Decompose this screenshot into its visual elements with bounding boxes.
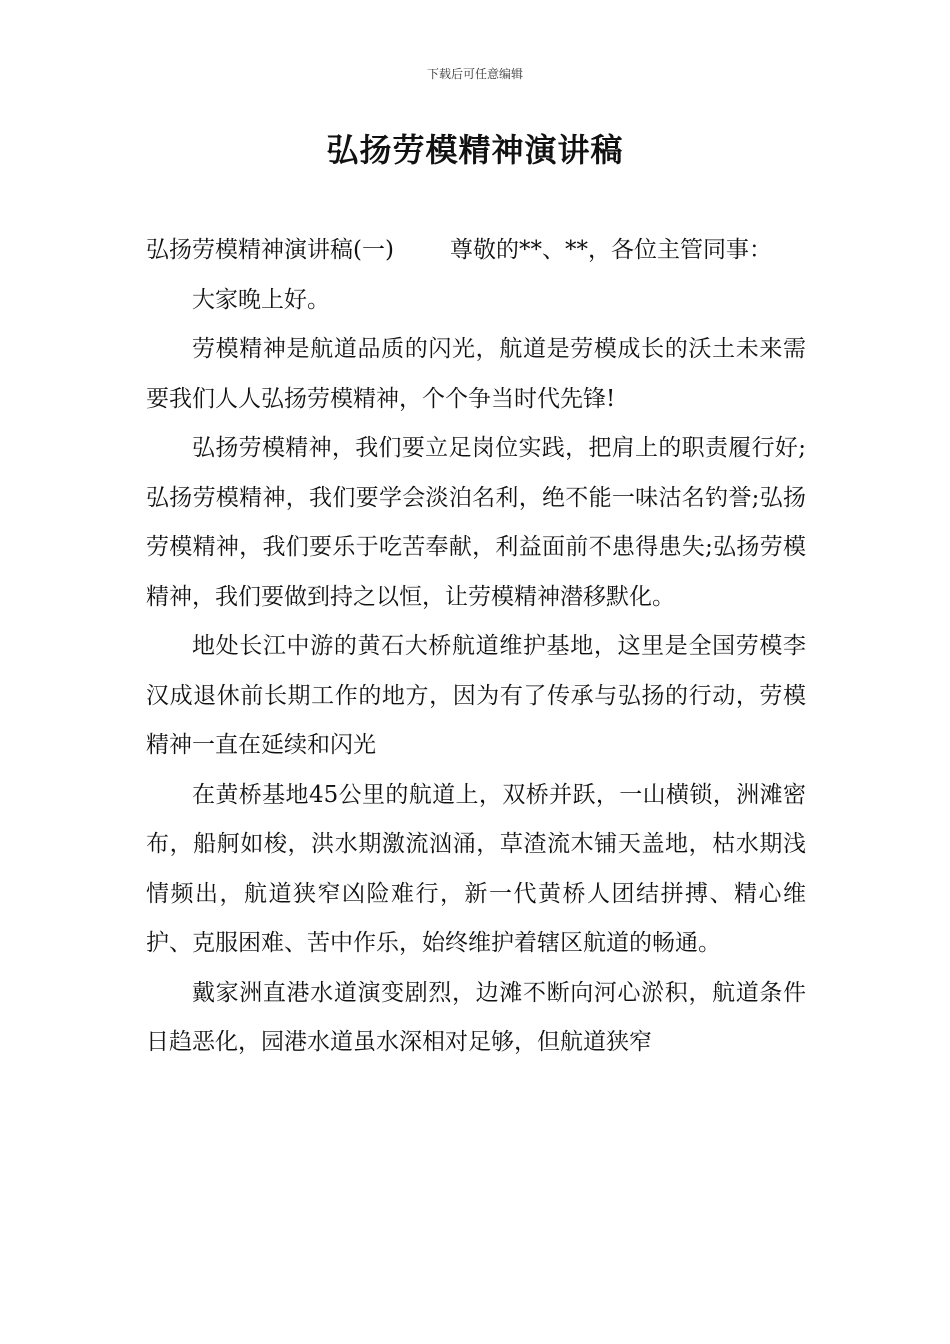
- intro-lead: 弘扬劳模精神演讲稿(一): [146, 237, 394, 263]
- intro-paragraph: [146, 226, 806, 276]
- paragraph-2: 弘扬劳模精神，我们要立足岗位实践，把肩上的职责履行好;弘扬劳模精神，我们要学会淡泊名利，绝不能一味沽名钓誉;弘扬劳模精神，我们要乐于吃苦奉献，利益面前不患得患失;弘扬劳模精神，我们要做到持之以恒，让劳模精神潜移默化。: [146, 435, 806, 610]
- document-body: [146, 226, 806, 1068]
- paragraph-3: 地处长江中游的黄石大桥航道维护基地，这里是全国劳模李汉成退休前长期工作的地方，因为有了传承与弘扬的行动，劳模精神一直在延续和闪光: [146, 633, 806, 758]
- salutation: 尊敬的**、**，各位主管同事：: [449, 237, 772, 263]
- document-title: 弘扬劳模精神演讲稿: [326, 131, 624, 169]
- paragraph-4: 在黄桥基地45公里的航道上，双桥并跃，一山横锁，洲滩密布，船舸如梭，洪水期激流汹涌，草渣流木铺天盖地，枯水期浅情频出，航道狭窄凶险难行，新一代黄桥人团结拼搏、精心维护、克服困难、苦中作乐，始终维护着辖区航道的畅通。: [146, 781, 806, 956]
- paragraph-greeting: 大家晚上好。: [192, 286, 330, 313]
- header-note: 下载后可任意编辑: [426, 67, 523, 81]
- paragraph-5: 戴家洲直港水道演变剧烈，边滩不断向河心淤积，航道条件日趋恶化，园港水道虽水深相对足够，但航道狭窄: [146, 979, 806, 1055]
- paragraph-1: 劳模精神是航道品质的闪光，航道是劳模成长的沃土未来需要我们人人弘扬劳模精神，个个争当时代先锋!: [146, 336, 806, 412]
